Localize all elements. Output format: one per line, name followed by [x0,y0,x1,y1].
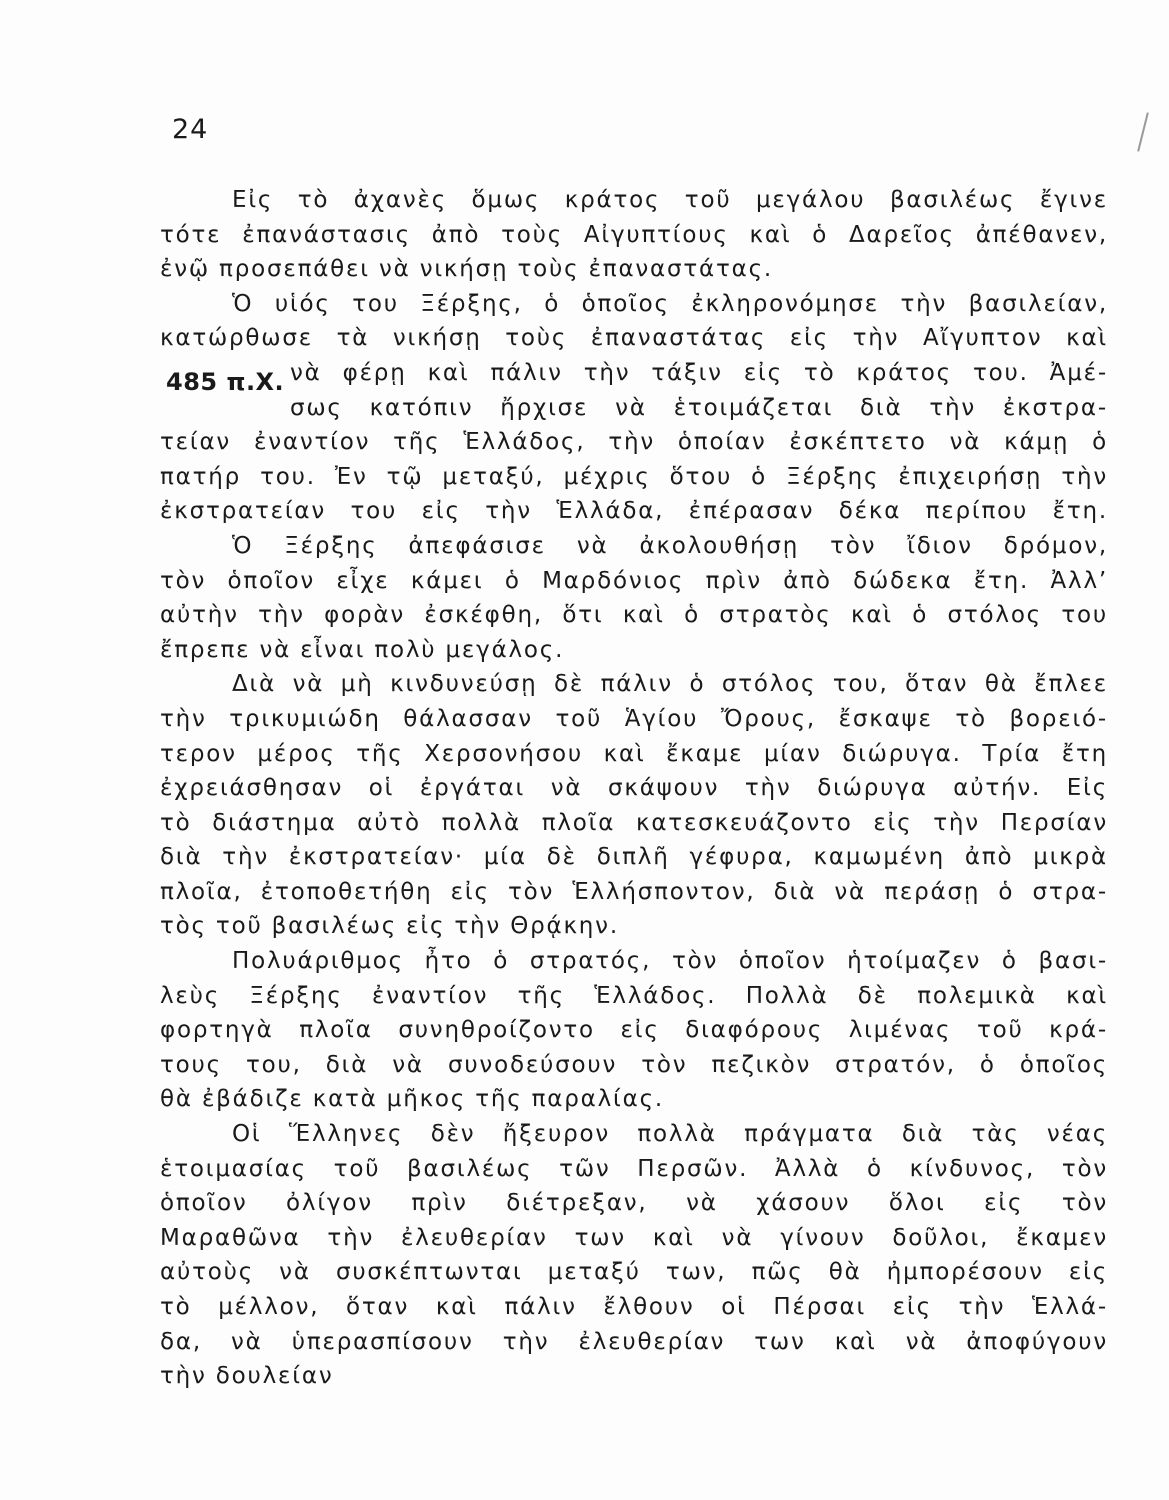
text-line: δα, νὰ ὑπερασπίσουν τὴν ἐλευθερίαν των καὶ νὰ ἀποφύγουν [160,1328,1108,1355]
text-line: τὸ διάστημα αὐτὸ πολλὰ πλοῖα κατεσκευάζοντο εἰς τὴν Περσίαν [160,809,1108,836]
text-line: ἐχρειάσθησαν οἱ ἐργάται νὰ σκάψουν τὴν διώρυγα αὐτήν. Εἰς [160,775,1108,802]
body-text [160,183,1108,1394]
text-line: ὁποῖον ὀλίγον πρὶν διέτρεξαν, νὰ χάσουν ὅλοι εἰς τὸν [160,1190,1108,1217]
text-line: τὸ μέλλον, ὅταν καὶ πάλιν ἔλθουν οἱ Πέρσαι εἰς τὴν Ἑλλά- [160,1294,1108,1320]
text-line: αὐτὴν τὴν φορὰν ἐσκέφθη, ὅτι καὶ ὁ στρατὸς καὶ ὁ στόλος του [160,602,1108,629]
text-line: ἔπρεπε νὰ εἶναι πολὺ μεγάλος. [160,636,565,663]
text-line: ἐκστρατείαν του εἰς τὴν Ἑλλάδα, ἐπέρασαν δέκα περίπου ἔτη. [160,498,1108,525]
page-number: 24 [172,114,209,145]
text-line: Πολυάριθμος ἦτο ὁ στρατός, τὸν ὁποῖον ἡτοίμαζεν ὁ βασι- [232,948,1108,975]
text-line: λεὺς Ξέρξης ἐναντίον τῆς Ἑλλάδος. Πολλὰ δὲ πολεμικὰ καὶ [160,982,1108,1009]
text-line: διὰ τὴν ἐκστρατείαν· μία δὲ διπλῆ γέφυρα, καμωμένη ἀπὸ μικρὰ [160,844,1108,871]
text-line: θὰ ἐβάδιζε κατὰ μῆκος τῆς παραλίας. [160,1086,664,1113]
text-line: τους του, διὰ νὰ συνοδεύσουν τὸν πεζικὸν στρατόν, ὁ ὁποῖος [160,1051,1108,1078]
text-line: τὸς τοῦ βασιλέως εἰς τὴν Θρᾴκην. [160,913,619,940]
text-line: τὴν τρικυμιώδη θάλασσαν τοῦ Ἁγίου Ὄρους, ἔσκαψε τὸ βορειό- [160,705,1108,732]
margin-date-note: 485 π.Χ. [166,368,285,396]
text-line: αὐτοὺς νὰ συσκέπτωνται μεταξύ των, πῶς θὰ ἠμπορέσουν εἰς [160,1259,1108,1286]
text-line: Διὰ νὰ μὴ κινδυνεύσῃ δὲ πάλιν ὁ στόλος του, ὅταν θὰ ἔπλεε [232,671,1108,698]
text-line: Ὁ Ξέρξης ἀπεφάσισε νὰ ἀκολουθήσῃ τὸν ἴδιον δρόμον, [232,532,1108,559]
text-line: φορτηγὰ πλοῖα συνηθροίζοντο εἰς διαφόρους λιμένας τοῦ κρά- [160,1017,1108,1044]
text-line: πατήρ του. Ἐν τῷ μεταξύ, μέχρις ὅτου ὁ Ξέρξης ἐπιχειρήσῃ τὴν [160,463,1108,490]
text-line: τότε ἐπανάστασις ἀπὸ τοὺς Αἰγυπτίους καὶ ὁ Δαρεῖος ἀπέθανεν, [160,221,1108,248]
text-line: ἐνῷ προσεπάθει νὰ νικήσῃ τοὺς ἐπαναστάτας. [160,256,774,283]
text-line: Οἱ Ἕλληνες δὲν ἤξευρον πολλὰ πράγματα διὰ τὰς νέας [232,1121,1108,1148]
text-line: τερον μέρος τῆς Χερσονήσου καὶ ἔκαμε μίαν διώρυγα. Τρία ἔτη [160,740,1108,767]
text-line: Μαραθῶνα τὴν ἐλευθερίαν των καὶ νὰ γίνουν δοῦλοι, ἔκαμεν [160,1224,1108,1251]
text-line: Εἰς τὸ ἀχανὲς ὅμως κράτος τοῦ μεγάλου βασιλέως ἔγινε [232,187,1108,213]
text-line: ἑτοιμασίας τοῦ βασιλέως τῶν Περσῶν. Ἀλλὰ ὁ κίνδυνος, τὸν [160,1155,1108,1182]
text-line: πλοῖα, ἐτοποθετήθη εἰς τὸν Ἑλλήσποντον, διὰ νὰ περάσῃ ὁ στρα- [160,878,1108,905]
text-line: νὰ φέρῃ καὶ πάλιν τὴν τάξιν εἰς τὸ κράτος του. Ἀμέ- [290,359,1108,386]
text-line: τὸν ὁποῖον εἶχε κάμει ὁ Μαρδόνιος πρὶν ἀπὸ δώδεκα ἔτη. Ἀλλ’ [160,567,1108,594]
edge-mark [1137,112,1149,151]
text-line: κατώρθωσε τὰ νικήσῃ τοὺς ἐπαναστάτας εἰς τὴν Αἴγυπτον καὶ [160,325,1108,352]
text-line: Ὁ υἱός του Ξέρξης, ὁ ὁποῖος ἐκληρονόμησε τὴν βασιλείαν, [232,290,1108,317]
text-line: τείαν ἐναντίον τῆς Ἑλλάδος, τὴν ὁποίαν ἐσκέπτετο νὰ κάμῃ ὁ [160,429,1108,456]
text-line: σως κατόπιν ἤρχισε νὰ ἑτοιμάζεται διὰ τὴν ἐκστρα- [290,394,1108,421]
text-line: τὴν δουλείαν [160,1363,334,1390]
